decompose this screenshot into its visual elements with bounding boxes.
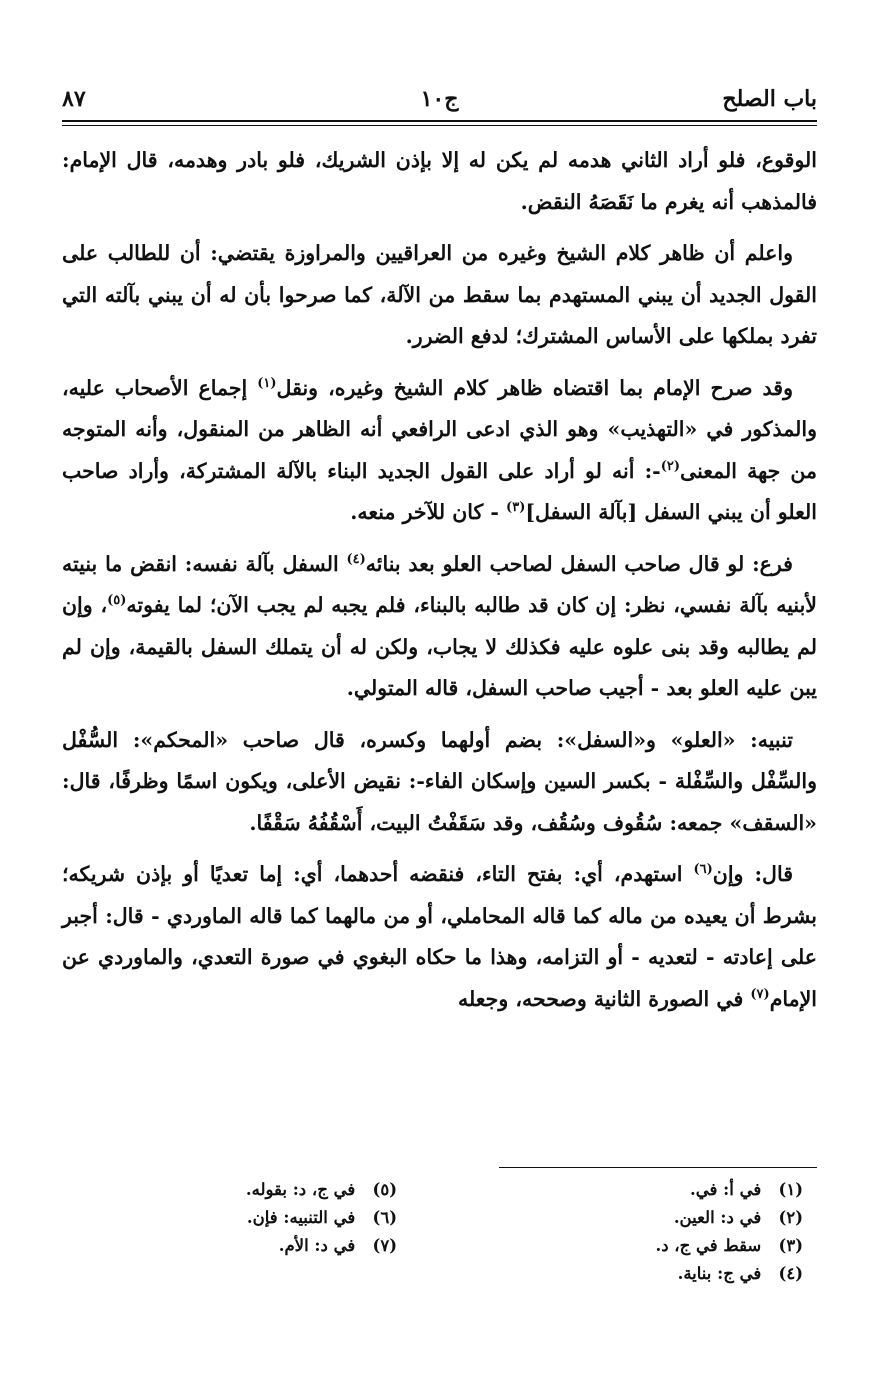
paragraph — [62, 720, 817, 845]
paragraph — [62, 233, 817, 358]
footnote-2 — [443, 1204, 803, 1232]
footnote-ref: (٧) — [750, 986, 770, 1002]
footnote-6 — [97, 1204, 397, 1232]
paragraph-text: تنبيه: «العلو» و«السفل»: بضم أولهما وكسره، قال صاحب «المحكم»: السُّفْل والسِّفْل والسِّفْلة - بكسر السين وإسكان الفاء-: نقيض الأعلى، ويكون اسمًا وظرفًا، قال: «السقف» جمعه: سُقُوف وسُقُف، وقد سَقَفْتُ البيت، أَسْقُفُهُ سَقْفًا. — [62, 727, 817, 835]
footnote-ref: (٤) — [346, 551, 366, 567]
footnote-number: (٦) — [372, 1208, 397, 1227]
footnote-text: سقط في ج، د. — [655, 1236, 762, 1255]
footnote-ref: (١) — [257, 375, 277, 391]
body-text — [62, 140, 817, 1030]
footnote-number: (١) — [778, 1180, 803, 1199]
page-number: ٨٧ — [62, 86, 86, 112]
paragraph-text: ، وإن لم يطالبه وقد بنى علوه عليه فكذلك لا يجاب، ولكن له أن يتملك السفل بالقيمة، وإن لم يبن عليه العلو بعد - أجيب صاحب السفل، قاله المتولي. — [62, 593, 817, 700]
paragraph-text: - كان للآخر منعه. — [350, 500, 507, 524]
footnote-4 — [443, 1260, 803, 1288]
paragraph-text: فرع: لو قال صاحب السفل لصاحب العلو بعد بنائه — [365, 551, 793, 576]
footnote-text: في ج، د: بقوله. — [245, 1180, 356, 1199]
paragraph — [62, 544, 817, 710]
footnote-ref: (٢) — [660, 458, 680, 474]
paragraph-text: واعلم أن ظاهر كلام الشيخ وغيره من العراقيين والمراوزة يقتضي: أن للطالب على القول الجديد أن يبني المستهدم بما سقط من الآلة، كما صرحوا بأن له أن يبني بآلته التي تفرد بملكها على الأساس المشترك؛ لدفع الضرر. — [62, 241, 817, 348]
paragraph-text: قال: وإن — [712, 862, 793, 886]
footnote-text: في التنبيه: فإن. — [246, 1208, 356, 1227]
footnote-3 — [443, 1232, 803, 1260]
footnote-separator — [499, 1167, 817, 1168]
footnote-1 — [443, 1176, 803, 1204]
header-rule-thick — [62, 120, 817, 122]
footnote-text: في د: الأم. — [278, 1236, 356, 1255]
chapter-title: باب الصلح — [722, 86, 817, 112]
paragraph — [62, 854, 817, 1020]
footnote-column-right — [443, 1176, 803, 1288]
paragraph-text: السفل بآلة نفسه: انقض ما بنيته لأبنيه بآلة نفسي، نظر: إن كان قد طالبه بالبناء، فلم يجبه لم يجب الآن؛ لما يفوته — [62, 551, 817, 617]
paragraph-text: إجماع الأصحاب عليه، والمذكور في «التهذيب» وهو الذي ادعى الرافعي أنه الظاهر من المنقول، وأنه المتوجه من جهة المعنى — [62, 375, 817, 483]
footnote-5 — [97, 1176, 397, 1204]
footnote-ref: (٥) — [107, 593, 127, 609]
footnote-number: (٤) — [778, 1264, 803, 1283]
footnote-column-left — [97, 1176, 397, 1260]
footnote-text: في د: العين. — [673, 1208, 762, 1227]
footnote-ref: (٣) — [506, 500, 526, 516]
footnote-7 — [97, 1232, 397, 1260]
volume-number: ج١٠ — [420, 86, 459, 112]
footnote-ref: (٦) — [693, 862, 713, 878]
running-header — [62, 82, 817, 116]
paragraph-text: الوقوع، فلو أراد الثاني هدمه لم يكن له إلا بإذن الشريك، فلو بادر وهدمه، قال الإمام: فالمذهب أنه يغرم ما نَقَصَهُ النقض. — [62, 148, 817, 214]
footnote-number: (٣) — [778, 1236, 803, 1255]
paragraph-text: -: أنه لو أراد على القول الجديد البناء بالآلة المشتركة، وأراد صاحب العلو أن يبني السفل [بآلة السفل] — [62, 458, 817, 524]
paragraph-text: وقد صرح الإمام بما اقتضاه ظاهر كلام الشيخ وغيره، ونقل — [276, 375, 793, 400]
footnote-number: (٧) — [372, 1236, 397, 1255]
footnotes — [62, 1176, 817, 1326]
footnote-text: في أ: في. — [690, 1180, 762, 1199]
footnote-text: في ج: بناية. — [677, 1264, 762, 1283]
footnote-number: (٢) — [778, 1208, 803, 1227]
paragraph — [62, 368, 817, 534]
header-rule-thin — [62, 125, 817, 126]
paragraph-text: استهدم، أي: بفتح التاء، فنقضه أحدهما، أي: إما تعديًا أو بإذن شريكه؛ بشرط أن يعيده من ماله كما قاله المحاملي، أو من مالهما كما قاله الماوردي - قال: أجبر على إعادته - لتعديه - أو التزامه، وهذا ما حكاه البغوي في صورة التعدي، والماوردي عن الإمام — [62, 862, 817, 1011]
paragraph — [62, 140, 817, 223]
footnote-number: (٥) — [372, 1180, 397, 1199]
paragraph-text: في الصورة الثانية وصححه، وجعله — [457, 986, 751, 1011]
